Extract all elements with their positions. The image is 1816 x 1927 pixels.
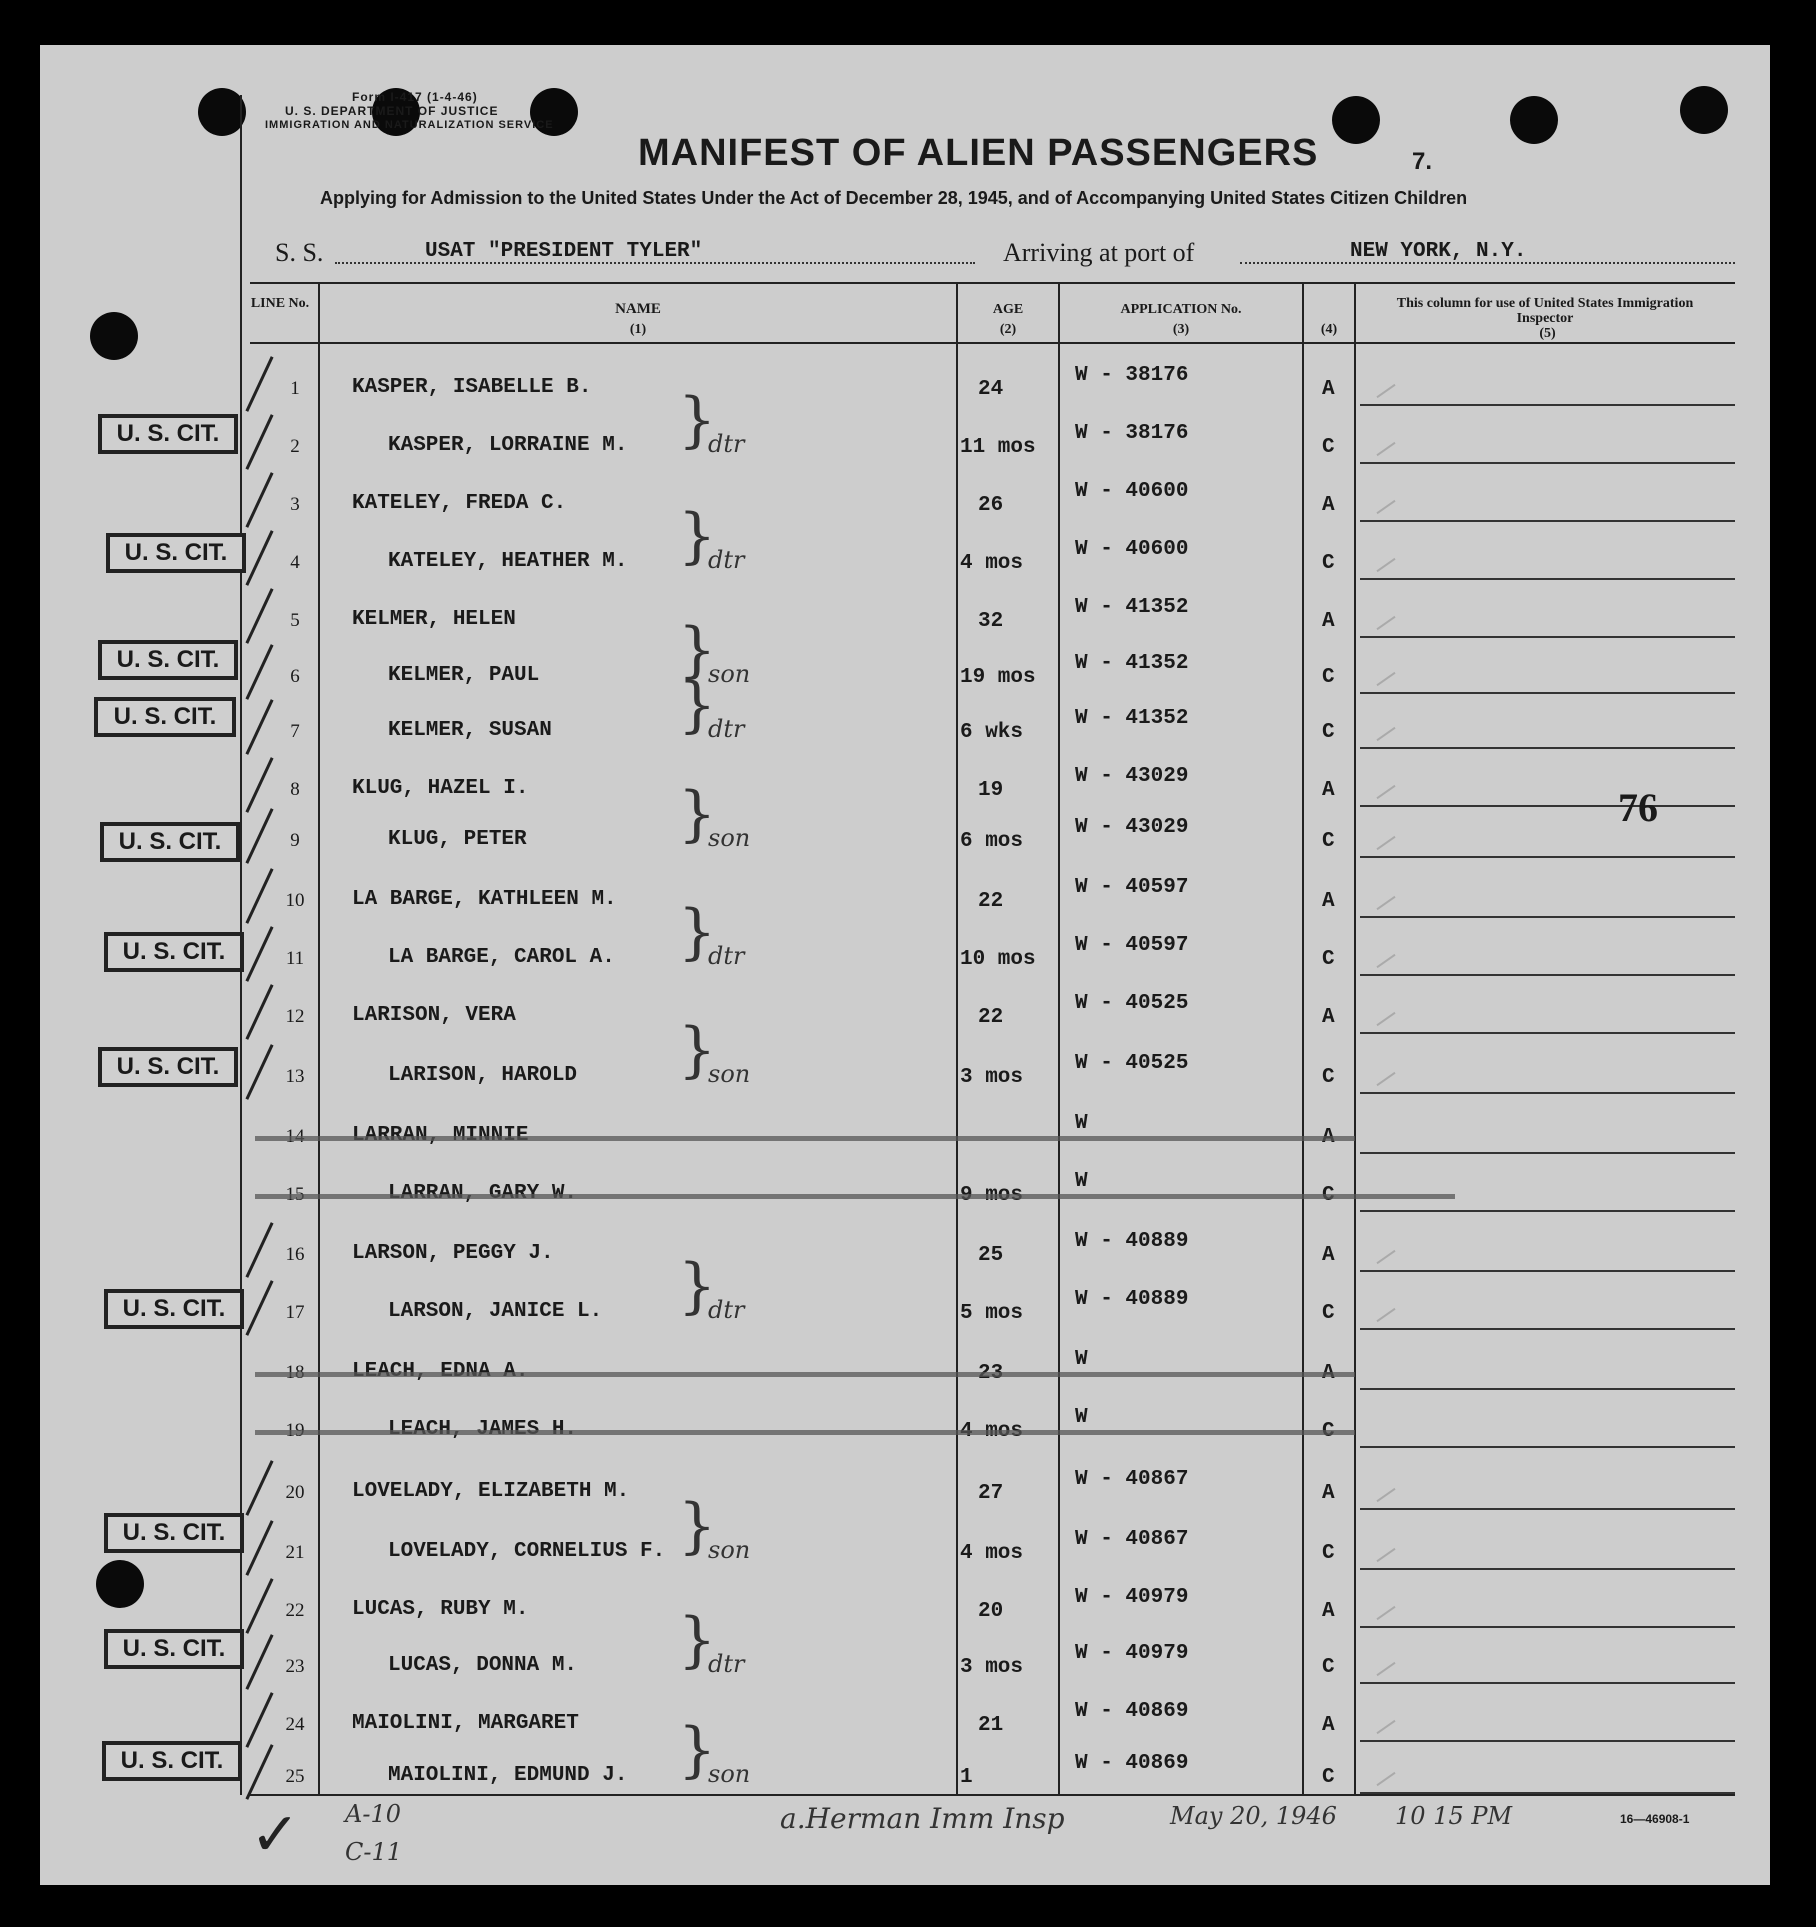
application-number: W - 40867 <box>1075 1528 1189 1551</box>
punch-hole <box>96 1560 144 1608</box>
passenger-name: MAIOLINI, MARGARET <box>352 1712 579 1735</box>
class-code: A <box>1322 890 1335 913</box>
punch-hole <box>90 312 138 360</box>
relation-brace: } <box>678 1605 717 1675</box>
line-number: 22 <box>285 1600 305 1621</box>
passenger-name: LARSON, JANICE L. <box>388 1300 603 1323</box>
relation-brace: } <box>678 1715 717 1785</box>
relation-brace: } <box>678 1015 717 1085</box>
form-number: Form I-417 (1-4-46) <box>352 90 478 104</box>
relation-brace: } <box>678 897 717 967</box>
passenger-name: KLUG, PETER <box>388 828 527 851</box>
inspector-row-line <box>1360 747 1735 749</box>
class-code: C <box>1322 1766 1335 1789</box>
line-number: 17 <box>285 1302 305 1323</box>
passenger-name: KELMER, SUSAN <box>388 719 552 742</box>
class-code: A <box>1322 1482 1335 1505</box>
passenger-name: LUCAS, DONNA M. <box>388 1654 578 1677</box>
line-number: 5 <box>290 610 300 631</box>
class-code: C <box>1322 552 1335 575</box>
line-number: 1 <box>290 378 300 399</box>
inspector-row-line <box>1360 1740 1735 1742</box>
passenger-age: 6 wks <box>960 721 1024 744</box>
passenger-name: LOVELADY, ELIZABETH M. <box>352 1480 630 1503</box>
class-code: C <box>1322 1542 1335 1565</box>
col-header-name-num: (1) <box>629 322 647 337</box>
inspector-signature: a.Herman Imm Insp <box>780 1802 1065 1835</box>
inspector-row-line <box>1360 805 1735 807</box>
inspector-row-line <box>1360 1792 1735 1794</box>
application-number: W - 40597 <box>1075 876 1189 899</box>
inspector-row-line <box>1360 1568 1735 1570</box>
passenger-age: 27 <box>978 1482 1004 1505</box>
passenger-age: 32 <box>978 610 1004 633</box>
line-number: 24 <box>285 1714 305 1735</box>
line-number: 23 <box>285 1656 305 1677</box>
inspector-row-line <box>1360 462 1735 464</box>
relation-brace: } <box>678 615 717 685</box>
relation-brace: } <box>678 501 717 571</box>
header-bottom-rule <box>250 342 1735 344</box>
line-number: 10 <box>285 890 305 911</box>
inspector-row-line <box>1360 404 1735 406</box>
inspection-date: May 20, 1946 <box>1170 1802 1337 1830</box>
passenger-age: 11 mos <box>960 436 1036 459</box>
inspection-time: 10 15 PM <box>1395 1802 1513 1830</box>
application-number: W - 38176 <box>1075 364 1189 387</box>
application-number: W - 40867 <box>1075 1468 1189 1491</box>
class-code: C <box>1322 1656 1335 1679</box>
passenger-name: LA BARGE, KATHLEEN M. <box>352 888 617 911</box>
col-header-age: AGE <box>992 302 1024 317</box>
inspector-row-line <box>1360 1270 1735 1272</box>
application-number: W - 40889 <box>1075 1288 1189 1311</box>
relation-note: dtr <box>708 1650 745 1678</box>
application-number: W - 40979 <box>1075 1586 1189 1609</box>
tally-children: C-11 <box>345 1838 403 1866</box>
table-top-rule <box>250 282 1735 284</box>
passenger-age: 3 mos <box>960 1656 1024 1679</box>
application-number: W <box>1075 1170 1088 1193</box>
us-citizen-stamp: U. S. CIT. <box>100 822 240 862</box>
checkmark-icon: ✓ <box>250 1800 301 1870</box>
line-number: 21 <box>285 1542 305 1563</box>
relation-note: dtr <box>708 430 745 458</box>
port-name: NEW YORK, N.Y. <box>1350 240 1527 263</box>
relation-note: dtr <box>708 715 745 743</box>
passenger-name: LARISON, HAROLD <box>388 1064 578 1087</box>
passenger-name: KATELEY, FREDA C. <box>352 492 567 515</box>
inspector-row-line <box>1360 1626 1735 1628</box>
inspector-row-line <box>1360 1032 1735 1034</box>
us-citizen-stamp: U. S. CIT. <box>94 697 236 737</box>
relation-brace: } <box>678 1251 717 1321</box>
inspector-row-line <box>1360 692 1735 694</box>
us-citizen-stamp: U. S. CIT. <box>104 1629 244 1669</box>
application-number: W - 41352 <box>1075 596 1189 619</box>
line-number: 11 <box>285 948 305 969</box>
relation-note: son <box>708 824 751 852</box>
strike-through-line <box>255 1194 1455 1199</box>
application-number: W - 40525 <box>1075 992 1189 1015</box>
passenger-name: LOVELADY, CORNELIUS F. <box>388 1540 666 1563</box>
passenger-age: 19 <box>978 779 1004 802</box>
punch-hole <box>1510 96 1558 144</box>
passenger-name: LARSON, PEGGY J. <box>352 1242 554 1265</box>
us-citizen-stamp: U. S. CIT. <box>104 1513 244 1553</box>
class-code: C <box>1322 948 1335 971</box>
application-number: W <box>1075 1348 1088 1371</box>
strike-through-line <box>255 1372 1355 1377</box>
us-citizen-stamp: U. S. CIT. <box>106 533 246 573</box>
class-code: C <box>1322 721 1335 744</box>
application-number: W - 43029 <box>1075 816 1189 839</box>
application-number: W - 41352 <box>1075 652 1189 675</box>
application-number: W - 43029 <box>1075 765 1189 788</box>
ship-name: USAT "PRESIDENT TYLER" <box>425 240 703 263</box>
application-number: W <box>1075 1112 1088 1135</box>
inspector-row-line <box>1360 520 1735 522</box>
col-name-divider <box>956 282 958 1794</box>
line-number: 25 <box>285 1766 305 1787</box>
ship-dotted-line <box>335 262 975 264</box>
relation-note: son <box>708 660 751 688</box>
line-number: 13 <box>285 1066 305 1087</box>
class-code: C <box>1322 666 1335 689</box>
page-subtitle: Applying for Admission to the United States Under the Act of December 28, 1945, and of Accompanying United States Citizen Children <box>320 188 1468 208</box>
passenger-name: KELMER, PAUL <box>388 664 540 687</box>
col-header-class-num: (4) <box>1320 322 1338 337</box>
inspector-row-line <box>1360 1508 1735 1510</box>
inspector-row-line <box>1360 974 1735 976</box>
relation-note: dtr <box>708 1296 745 1324</box>
application-number: W - 40889 <box>1075 1230 1189 1253</box>
strike-through-line <box>255 1430 1355 1435</box>
relation-brace: } <box>678 670 717 740</box>
inspector-row-line <box>1360 1152 1735 1154</box>
page-title: MANIFEST OF ALIEN PASSENGERS <box>638 132 1319 174</box>
passenger-age: 19 mos <box>960 666 1036 689</box>
passenger-age: 24 <box>978 378 1004 401</box>
application-number: W - 40597 <box>1075 934 1189 957</box>
punch-hole <box>198 88 246 136</box>
application-number: W - 40979 <box>1075 1642 1189 1665</box>
col-age-divider <box>1058 282 1060 1794</box>
passenger-age: 4 mos <box>960 552 1024 575</box>
application-number: W - 40600 <box>1075 538 1189 561</box>
inspector-row-line <box>1360 1210 1735 1212</box>
relation-brace: } <box>678 385 717 455</box>
application-number: W - 41352 <box>1075 707 1189 730</box>
application-number: W - 40600 <box>1075 480 1189 503</box>
inspector-count: 76 <box>1618 785 1658 830</box>
class-code: A <box>1322 610 1335 633</box>
passenger-age: 21 <box>978 1714 1004 1737</box>
passenger-name: KASPER, ISABELLE B. <box>352 376 592 399</box>
col-header-application: APPLICATION No. <box>1120 302 1242 317</box>
inspector-row-line <box>1360 1682 1735 1684</box>
line-number: 6 <box>290 666 300 687</box>
page-number: 7. <box>1412 148 1433 175</box>
us-citizen-stamp: U. S. CIT. <box>104 932 244 972</box>
col-line-divider <box>318 282 320 1794</box>
line-number: 20 <box>285 1482 305 1503</box>
relation-note: son <box>708 1536 751 1564</box>
class-code: A <box>1322 1714 1335 1737</box>
passenger-name: LARISON, VERA <box>352 1004 516 1027</box>
class-code: A <box>1322 779 1335 802</box>
class-code: A <box>1322 1600 1335 1623</box>
inspector-row-line <box>1360 1092 1735 1094</box>
passenger-age: 3 mos <box>960 1066 1024 1089</box>
us-citizen-stamp: U. S. CIT. <box>98 414 238 454</box>
inspector-row-line <box>1360 578 1735 580</box>
relation-note: son <box>708 1060 751 1088</box>
col-header-application-num: (3) <box>1172 322 1190 337</box>
passenger-name: LA BARGE, CAROL A. <box>388 946 615 969</box>
class-code: C <box>1322 1066 1335 1089</box>
application-number: W - 40869 <box>1075 1700 1189 1723</box>
print-code: 16—46908-1 <box>1620 1812 1690 1826</box>
line-number: 7 <box>290 721 300 742</box>
relation-note: dtr <box>708 942 745 970</box>
ship-label: S. S. <box>275 238 324 267</box>
inspector-row-line <box>1360 1328 1735 1330</box>
col-header-name: NAME <box>615 301 661 317</box>
tally-adults: A-10 <box>345 1800 401 1828</box>
table-bottom-rule <box>250 1794 1735 1796</box>
col-class-divider <box>1354 282 1356 1794</box>
us-citizen-stamp: U. S. CIT. <box>98 1047 238 1087</box>
passenger-name: KELMER, HELEN <box>352 608 516 631</box>
col-app-divider <box>1302 282 1304 1794</box>
passenger-name: KASPER, LORRAINE M. <box>388 434 628 457</box>
passenger-name: KATELEY, HEATHER M. <box>388 550 628 573</box>
class-code: A <box>1322 1244 1335 1267</box>
col-header-line: LINE No. <box>250 296 310 311</box>
passenger-age: 5 mos <box>960 1302 1024 1325</box>
line-number: 4 <box>290 552 300 573</box>
passenger-age: 1 <box>960 1766 973 1789</box>
inspector-row-line <box>1360 1388 1735 1390</box>
application-number: W - 40869 <box>1075 1752 1189 1775</box>
class-code: C <box>1322 1302 1335 1325</box>
class-code: C <box>1322 436 1335 459</box>
passenger-age: 6 mos <box>960 830 1024 853</box>
relation-note: dtr <box>708 546 745 574</box>
class-code: A <box>1322 494 1335 517</box>
line-number: 3 <box>290 494 300 515</box>
application-number: W <box>1075 1406 1088 1429</box>
passenger-age: 22 <box>978 1006 1004 1029</box>
form-service: IMMIGRATION AND NATURALIZATION SERVICE <box>265 119 554 131</box>
port-dotted-line <box>1240 262 1735 264</box>
passenger-name: MAIOLINI, EDMUND J. <box>388 1764 628 1787</box>
relation-brace: } <box>678 1491 717 1561</box>
relation-brace: } <box>678 779 717 849</box>
line-number: 8 <box>290 779 300 800</box>
line-number: 16 <box>285 1244 305 1265</box>
passenger-name: KLUG, HAZEL I. <box>352 777 529 800</box>
line-number: 2 <box>290 436 300 457</box>
class-code: A <box>1322 1006 1335 1029</box>
strike-through-line <box>255 1136 1355 1141</box>
col-header-inspector: This column for use of United States Immigration Inspector <box>1396 296 1694 326</box>
passenger-age: 4 mos <box>960 1542 1024 1565</box>
line-number: 12 <box>285 1006 305 1027</box>
passenger-age: 10 mos <box>960 948 1036 971</box>
application-number: W - 38176 <box>1075 422 1189 445</box>
inspector-row-line <box>1360 916 1735 918</box>
punch-hole <box>1680 86 1728 134</box>
class-code: C <box>1322 830 1335 853</box>
passenger-age: 26 <box>978 494 1004 517</box>
class-code: A <box>1322 378 1335 401</box>
form-dept: U. S. DEPARTMENT OF JUSTICE <box>285 104 499 118</box>
passenger-age: 25 <box>978 1244 1004 1267</box>
port-label: Arriving at port of <box>1003 238 1195 267</box>
passenger-age: 20 <box>978 1600 1004 1623</box>
us-citizen-stamp: U. S. CIT. <box>104 1289 244 1329</box>
passenger-name: LUCAS, RUBY M. <box>352 1598 529 1621</box>
relation-note: son <box>708 1760 751 1788</box>
col-header-inspector-num: (5) <box>1539 326 1556 341</box>
us-citizen-stamp: U. S. CIT. <box>102 1741 242 1781</box>
col-header-age-num: (2) <box>999 322 1017 337</box>
us-citizen-stamp: U. S. CIT. <box>98 640 238 680</box>
inspector-row-line <box>1360 856 1735 858</box>
passenger-age: 22 <box>978 890 1004 913</box>
punch-hole <box>1332 96 1380 144</box>
inspector-row-line <box>1360 636 1735 638</box>
line-number: 9 <box>290 830 300 851</box>
inspector-row-line <box>1360 1446 1735 1448</box>
application-number: W - 40525 <box>1075 1052 1189 1075</box>
